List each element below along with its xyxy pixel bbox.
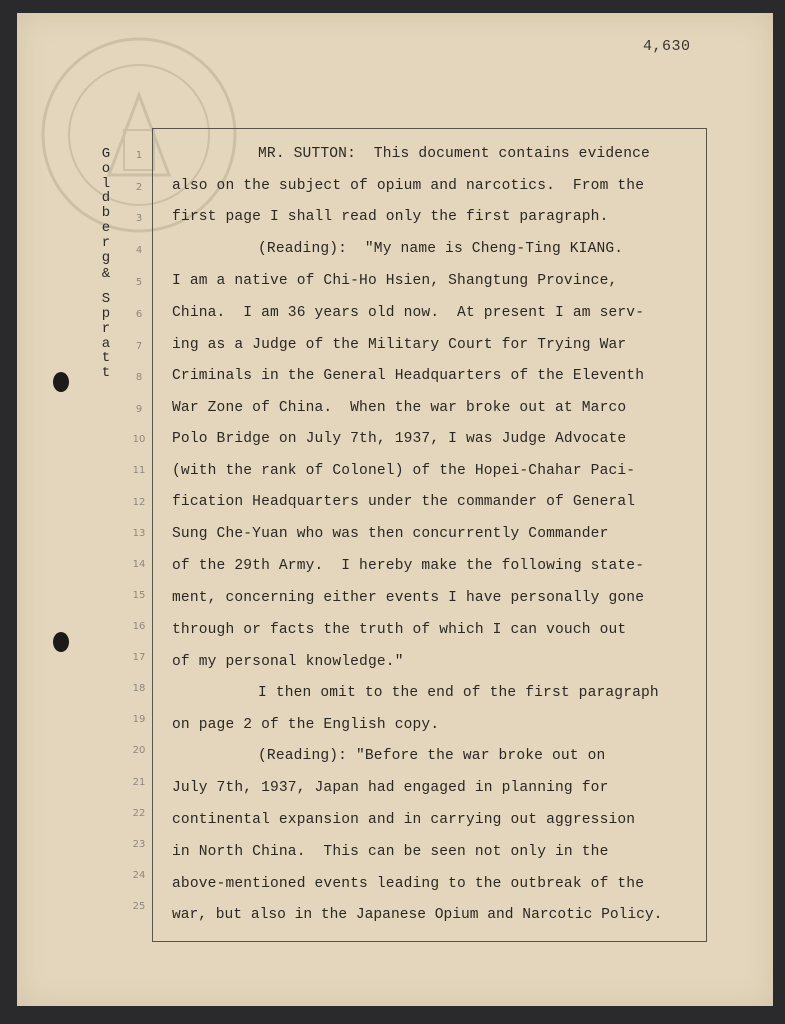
line-number: 4 xyxy=(135,245,143,256)
line-number: 12 xyxy=(132,497,146,508)
line-number: 6 xyxy=(135,309,143,320)
reporter-letter: a xyxy=(101,335,111,352)
reporter-letter: d xyxy=(101,190,111,207)
line-number: 23 xyxy=(132,839,146,850)
line-number: 2 xyxy=(135,182,143,193)
line-number: 7 xyxy=(135,341,143,352)
line-number: 18 xyxy=(132,683,146,694)
reporter-letter: S xyxy=(101,291,111,308)
line-number: 25 xyxy=(132,901,146,912)
transcript-line: China. I am 36 years old now. At present I am serv- xyxy=(172,305,645,321)
line-number: 17 xyxy=(132,652,146,663)
line-number: 1 xyxy=(135,150,143,161)
transcript-line: War Zone of China. When the war broke out at Marco xyxy=(172,400,627,416)
line-number: 22 xyxy=(132,808,146,819)
reporter-letter: t xyxy=(101,365,111,382)
transcript-line: of the 29th Army. I hereby make the following state- xyxy=(172,558,645,574)
reporter-letter: p xyxy=(101,305,111,322)
transcript-line: through or facts the truth of which I can vouch out xyxy=(172,622,627,638)
line-number: 16 xyxy=(132,621,146,632)
transcript-line: on page 2 of the English copy. xyxy=(172,717,440,733)
transcript-line: July 7th, 1937, Japan had engaged in planning for xyxy=(172,780,609,796)
reporter-letter: r xyxy=(101,234,111,251)
transcript-line: war, but also in the Japanese Opium and Narcotic Policy. xyxy=(172,907,663,923)
transcript-line: above-mentioned events leading to the outbreak of the xyxy=(172,876,645,892)
reporter-letter: & xyxy=(101,266,111,283)
transcript-line: Sung Che-Yuan who was then concurrently Commander xyxy=(172,526,609,542)
transcript-line: ment, concerning either events I have personally gone xyxy=(172,590,645,606)
line-number: 15 xyxy=(132,590,146,601)
transcript-line: Criminals in the General Headquarters of the Eleventh xyxy=(172,368,645,384)
line-number: 10 xyxy=(132,434,146,445)
reporter-names xyxy=(99,147,113,381)
line-number: 24 xyxy=(132,870,146,881)
transcript-line: fication Headquarters under the commander of General xyxy=(172,494,636,510)
line-number: 19 xyxy=(132,714,146,725)
punch-hole xyxy=(53,632,69,652)
transcript-line: MR. SUTTON: This document contains evidence xyxy=(258,146,650,162)
reporter-letter: g xyxy=(101,249,111,266)
transcript-line: first page I shall read only the first paragraph. xyxy=(172,209,609,225)
reporter-letter: l xyxy=(101,175,111,192)
reporter-letter: r xyxy=(101,320,111,337)
punch-hole xyxy=(53,372,69,392)
reporter-letter: o xyxy=(101,160,111,177)
transcript-line: Polo Bridge on July 7th, 1937, I was Judge Advocate xyxy=(172,431,627,447)
line-number: 9 xyxy=(135,404,143,415)
line-number: 21 xyxy=(132,777,146,788)
transcript-line: (Reading): "My name is Cheng-Ting KIANG. xyxy=(258,241,624,257)
line-number: 11 xyxy=(132,465,146,476)
reporter-letter: e xyxy=(101,219,111,236)
transcript-line: in North China. This can be seen not only in the xyxy=(172,844,609,860)
line-number: 13 xyxy=(132,528,146,539)
line-number: 20 xyxy=(132,745,146,756)
line-number: 5 xyxy=(135,277,143,288)
transcript-line: (with the rank of Colonel) of the Hopei-Chahar Paci- xyxy=(172,463,636,479)
transcript-line: continental expansion and in carrying out aggression xyxy=(172,812,636,828)
reporter-letter: G xyxy=(101,146,111,162)
transcript-line: ing as a Judge of the Military Court for Trying War xyxy=(172,337,627,353)
reporter-letter: t xyxy=(101,350,111,367)
page-number: 4,630 xyxy=(643,38,691,55)
line-number: 8 xyxy=(135,372,143,383)
transcript-line: I am a native of Chi-Ho Hsien, Shangtung Province, xyxy=(172,273,618,289)
line-number: 14 xyxy=(132,559,146,570)
transcript-line: of my personal knowledge." xyxy=(172,654,404,670)
line-number: 3 xyxy=(135,213,143,224)
transcript-line: also on the subject of opium and narcotics. From the xyxy=(172,178,645,194)
transcript-line: (Reading): "Before the war broke out on xyxy=(258,748,606,764)
reporter-letter: b xyxy=(101,205,111,222)
transcript-line: I then omit to the end of the first paragraph xyxy=(258,685,659,701)
